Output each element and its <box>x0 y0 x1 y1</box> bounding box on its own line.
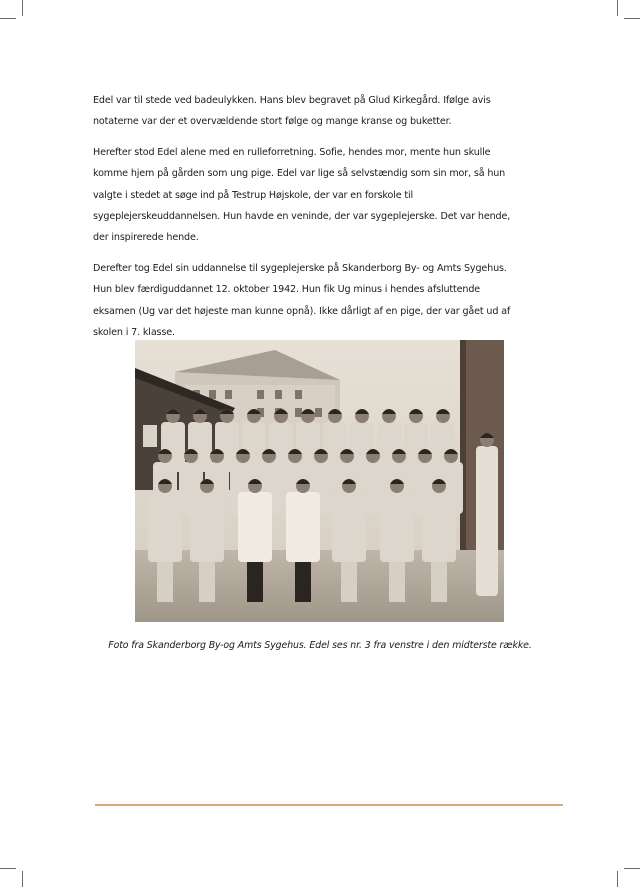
text-line: skolen i 7. klasse. <box>93 327 175 339</box>
crop-mark <box>624 868 640 869</box>
text-line: eksamen (Ug var det højeste man kunne opnå). Ikke dårligt af en pige, der var gået ud af <box>93 305 511 317</box>
legs <box>295 562 311 602</box>
crop-mark <box>22 871 23 887</box>
group-photo <box>135 340 504 622</box>
text-line: Derefter tog Edel sin uddannelse til sygeplejerske på Skanderborg By- og Amts Sygehus. <box>93 262 507 274</box>
crop-mark <box>22 0 23 16</box>
legs <box>157 562 173 602</box>
text-line: Hun blev færdiguddannet 12. oktober 1942. Hun fik Ug minus i hendes afsluttende <box>93 284 481 296</box>
legs <box>199 562 215 602</box>
text-line: der inspirerede hende. <box>93 232 199 244</box>
crop-mark <box>617 0 618 16</box>
paragraph <box>93 258 553 344</box>
text-line: notaterne var der et overvældende stort følge og mange kranse og buketter. <box>93 116 452 128</box>
legs <box>431 562 447 602</box>
text-line: valgte i stedet at søge ind på Testrup Højskole, der var en forskole til <box>93 189 414 201</box>
crop-mark <box>624 18 640 19</box>
body-text <box>93 90 553 352</box>
legs <box>341 562 357 602</box>
text-line: Herefter stod Edel alene med en rulleforretning. Sofie, hendes mor, mente hun skulle <box>93 146 491 158</box>
text-line: Edel var til stede ved badeulykken. Hans blev begravet på Glud Kirkegård. Ifølge avis <box>93 95 491 106</box>
text-line: komme hjem på gården som ung pige. Edel var lige så selvstændig som sin mor, så hun <box>93 168 506 180</box>
crop-mark <box>617 871 618 887</box>
paragraph <box>93 142 553 249</box>
text-line: sygeplejerskeuddannelsen. Hun havde en veninde, der var sygeplejerske. Det var hende, <box>93 211 511 223</box>
person <box>476 433 498 596</box>
crop-mark <box>0 18 16 19</box>
crop-mark <box>0 868 16 869</box>
photo-illustration <box>135 340 504 622</box>
footer-rule <box>95 804 563 806</box>
paragraph <box>93 90 553 133</box>
photo-caption: Foto fra Skanderborg By-og Amts Sygehus. Edel ses nr. 3 fra venstre i den midterste række. <box>108 640 532 651</box>
legs <box>389 562 405 602</box>
legs <box>247 562 263 602</box>
